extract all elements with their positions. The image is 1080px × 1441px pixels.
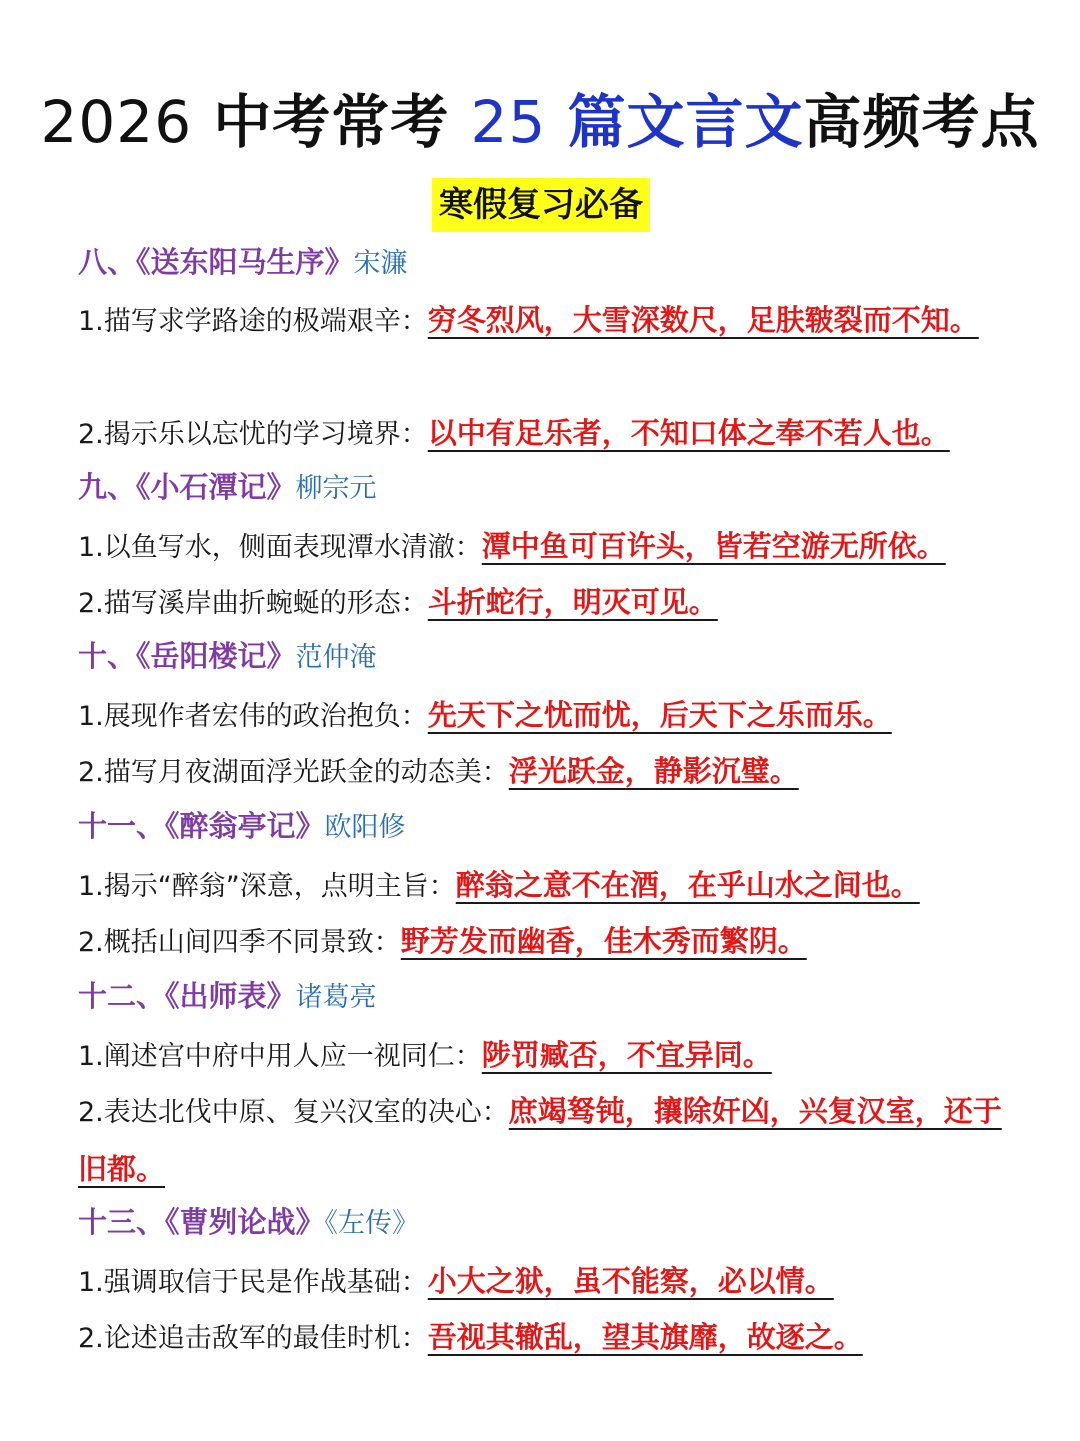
item-question: 1.以鱼写水，侧面表现潭水清澈： — [78, 532, 482, 563]
item-answer: 以中有足乐者，不知口体之奉不若人也。 — [427, 416, 950, 450]
subtitle-badge: 寒假复习必备 — [432, 178, 650, 232]
list-item — [78, 518, 1008, 576]
item-question: 2.描写溪岸曲折蜿蜒的形态： — [78, 588, 428, 619]
title-text-3: 高频考点 — [803, 88, 1040, 156]
section-heading-13 — [78, 1202, 419, 1244]
page-title — [0, 82, 1080, 162]
list-item — [78, 857, 1008, 915]
section-author: 柳宗元 — [295, 473, 377, 504]
item-answer: 陟罚臧否，不宜异同。 — [481, 1038, 772, 1072]
item-question: 2.概括山间四季不同景致： — [78, 927, 401, 958]
section-author: 诸葛亮 — [295, 982, 377, 1013]
list-item — [78, 1253, 1008, 1311]
list-item — [78, 913, 1008, 971]
list-item — [78, 1027, 1008, 1085]
section-author: 《左传》 — [324, 1208, 420, 1239]
section-heading-10 — [78, 636, 377, 678]
section-title: 八、《送东阳马生序》 — [78, 245, 354, 279]
section-title: 十二、《出师表》 — [78, 979, 296, 1013]
list-item — [78, 1309, 1008, 1367]
list-item — [78, 1083, 1008, 1199]
title-year: 2026 — [40, 88, 193, 156]
item-answer: 先天下之忧而忧，后天下之乐而乐。 — [427, 698, 892, 732]
item-answer: 醉翁之意不在酒，在乎山水之间也。 — [455, 868, 920, 902]
section-author: 范仲淹 — [295, 642, 377, 673]
item-question: 1.描写求学路途的极端艰辛： — [78, 306, 428, 337]
item-answer: 小大之狱，虽不能察，必以情。 — [427, 1264, 834, 1298]
item-question: 2.描写月夜湖面浮光跃金的动态美： — [78, 757, 509, 788]
title-text-2: 篇文言文 — [546, 88, 804, 156]
item-answer: 浮光跃金，静影沉璧。 — [508, 754, 799, 788]
section-title: 十、《岳阳楼记》 — [78, 639, 296, 673]
section-title: 十一、《醉翁亭记》 — [78, 809, 325, 843]
list-item — [78, 292, 1008, 350]
item-question: 1.展现作者宏伟的政治抱负： — [78, 701, 428, 732]
section-title: 十三、《曹刿论战》 — [78, 1205, 325, 1239]
section-heading-12 — [78, 976, 377, 1018]
item-question: 2.揭示乐以忘忧的学习境界： — [78, 419, 428, 450]
item-answer: 吾视其辙乱，望其旗靡，故逐之。 — [427, 1320, 863, 1354]
list-item — [78, 687, 1008, 745]
list-item — [78, 574, 1008, 632]
section-heading-11 — [78, 806, 406, 848]
list-item — [78, 743, 1008, 801]
section-title: 九、《小石潭记》 — [78, 470, 296, 504]
list-item — [78, 405, 1008, 463]
section-author: 宋濂 — [353, 248, 408, 279]
item-question: 1.强调取信于民是作战基础： — [78, 1267, 428, 1298]
section-author: 欧阳修 — [324, 812, 406, 843]
item-answer: 穷冬烈风，大雪深数尺，足肤皲裂而不知。 — [427, 303, 979, 337]
item-answer: 庶竭驽钝，攘除奸凶，兴复汉室，还于旧都。 — [78, 1094, 1002, 1186]
title-text-1: 中考常考 — [192, 88, 471, 156]
item-answer: 潭中鱼可百许头，皆若空游无所依。 — [481, 529, 946, 563]
item-question: 2.论述追击敌军的最佳时机： — [78, 1323, 428, 1354]
item-answer: 野芳发而幽香，佳木秀而繁阴。 — [400, 924, 807, 958]
section-heading-8 — [78, 242, 408, 284]
title-count: 25 — [470, 88, 547, 156]
item-question: 2.表达北伐中原、复兴汉室的决心： — [78, 1097, 509, 1128]
item-answer: 斗折蛇行，明灭可见。 — [427, 585, 718, 619]
item-question: 1.阐述宫中府中用人应一视同仁： — [78, 1041, 482, 1072]
item-question: 1.揭示“醉翁”深意，点明主旨： — [78, 871, 456, 902]
section-heading-9 — [78, 467, 377, 509]
